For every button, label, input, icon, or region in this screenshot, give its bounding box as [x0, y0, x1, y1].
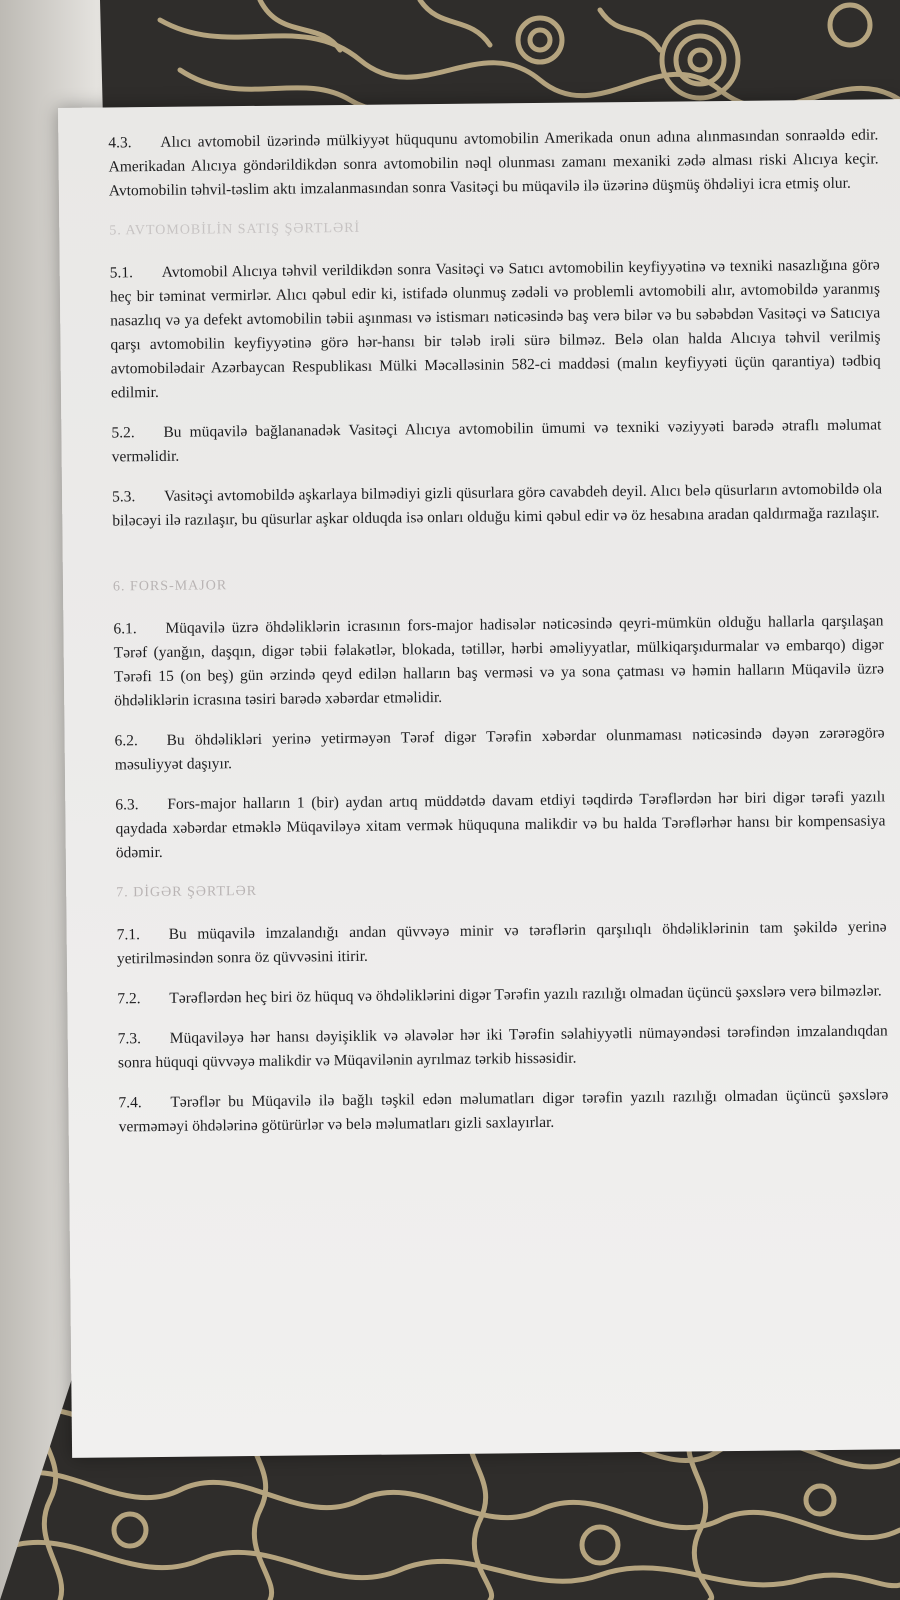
- clause-6-2: [115, 721, 885, 777]
- clause-text: Bu öhdəlikləri yerinə yetirməyən Tərəf digər Tərəfin xəbərdar olunmaması nəticəsində dəyən zərərəgörə məsuliyyət daşıyır.: [114, 724, 885, 774]
- clause-text: Fors-major halların 1 (bir) aydan artıq müddətdə davam etdiyi təqdirdə Tərəflərdən hər biri digər tərəfi yazılı qaydada xəbərdar etməklə Müqaviləyə xitam vermək hüququna malikdir və bu halda Tərəflərhər hansı bir kompensasiya ödəmir.: [115, 788, 886, 862]
- clause-5-3: [112, 477, 882, 533]
- clause-text: Avtomobil Alıcıya təhvil verildikdən sonra Vasitəçi və Satıcı avtomobilin keyfiyyətinə və texniki nasazlığına görə heç bir təminat vermirlər. Alıcı qəbul edir ki, istifadə olunmuş zədəli və problemli avtomobili alır, avtomobildə yaranmış nasazlıq və ya defekt avtomobilin təbii aşınması və istismarı nəticəsində baş verə bilər və bu səbəbdən Vasitəçi və Satıcıya qarşı avtomobilin keyfiyyətinə görə hər-hansı bir tələb irəli sürə bilməz. Belə olan halda Alıcıya təhvil verilmiş avtomobilədair Azərbaycan Respublikası Mülki Məcəlləsinin 582-ci maddəsi (malın keyfiyyəti üçün qarantiya) tədbiq edilmir.: [109, 256, 881, 402]
- clause-number: 7.4.: [118, 1094, 142, 1112]
- document-page: [58, 99, 900, 1458]
- clause-number: 6.3.: [115, 796, 139, 814]
- clause-text: Alıcı avtomobil üzərində mülkiyyət hüququnu avtomobilin Amerikada onun adına alınmasından sonraəldə edir. Amerikadan Alıcıya göndərildikdən sonra avtomobilin nəql olunması zamanı mexaniki zədə alması riski Alıcıya keçir. Avtomobilin təhvil-təslim aktı imzalanmasından sonra Vasitəçi bu müqavilə ilə üzərinə düşmüş öhdəliyi icra etmiş olur.: [108, 126, 879, 200]
- clause-7-2: [117, 979, 887, 1011]
- clause-number: 7.3.: [117, 1030, 142, 1048]
- clause-7-1: [117, 915, 887, 971]
- clause-text: Müqavilə üzrə öhdəliklərin icrasının fors-major hadisələr nəticəsində qeyri-mümkün olduğu hallarla qarşılaşan Tərəf (yanğın, daşqın, digər təbii fəlakətlər, blokada, tətillər, hərbi əməliyyatlar, mülkiqarşıdurmalar və embarqo) digər Tərəfi 15 (on beş) gün ərzində qeyd edilən halların baş verməsi və ya sona çatması və həmin halların Müqavilə üzrə öhdəliklərin icrasına təsiri barədə xəbərdar etməlidir.: [113, 612, 885, 710]
- clause-5-1: [110, 253, 881, 405]
- clause-number: 7.2.: [117, 990, 141, 1008]
- clause-text: Bu müqavilə bağlananadək Vasitəçi Alıcıya avtomobilin ümumi və texniki vəziyyəti barədə ətraflı məlumat verməlidir.: [111, 416, 882, 466]
- clause-number: 5.1.: [109, 264, 134, 282]
- clause-text: Tərəflərdən heç biri öz hüquq və öhdəliklərini digər Tərəfin yazılı razılığı olmadan üçüncü şəxslərə verə bilməzlər.: [169, 982, 882, 1007]
- clause-7-4: [118, 1083, 888, 1139]
- clause-7-3: [118, 1019, 888, 1075]
- clause-text: Tərəflər bu Müqavilə ilə bağlı təşkil edən məlumatları digər tərəfin yazılı razılığı olmadan üçüncü şəxslərə verməməyi öhdələrinə götürürlər və belə məlumatları gizli saxlayırlar.: [118, 1086, 889, 1136]
- clause-text: Müqaviləyə hər hansı dəyişiklik və əlavələr hər iki Tərəfin səlahiyyətli nümayəndəsi tərəfindən imzalandıqdan sonra hüquqi qüvvəyə malikdir və Müqavilənin ayrılmaz tərkib hissəsidir.: [117, 1022, 888, 1072]
- clause-text: Vasitəçi avtomobildə aşkarlaya bilmədiyi gizli qüsurlara görə cavabdeh deyil. Alıcı belə qüsurların avtomobildə ola biləcəyi ilə razılaşır, bu qüsurlar aşkar olduqda isə onları olduğu kimi qəbul edir və öz hesabına aradan qaldırmağa razılaşır.: [112, 480, 883, 530]
- clause-number: 6.2.: [114, 732, 138, 750]
- clause-5-2: [111, 413, 881, 469]
- section-heading-5: 5. AVTOMOBİLİN SATIŞ ŞƏRTLƏRİ: [109, 220, 361, 239]
- clause-number: 6.1.: [113, 620, 137, 638]
- section-heading-7: 7. DİGƏR ŞƏRTLƏR: [116, 883, 258, 901]
- clause-number: 5.2.: [111, 424, 135, 442]
- document-content: [108, 123, 889, 1155]
- clause-number: 7.1.: [116, 926, 141, 944]
- clause-number: 5.3.: [111, 488, 136, 506]
- section-heading-6: 6. FORS-MAJOR: [112, 578, 228, 595]
- clause-4-3: [108, 123, 879, 203]
- clause-6-3: [115, 785, 886, 865]
- clause-text: Bu müqavilə imzalandığı andan qüvvəyə minir və tərəflərin qarşılıqlı öhdəliklərinin tam şəkildə yerinə yetirilməsindən sonra öz qüvvəsini itirir.: [116, 918, 887, 968]
- clause-number: 4.3.: [108, 134, 132, 152]
- clause-6-1: [113, 609, 884, 713]
